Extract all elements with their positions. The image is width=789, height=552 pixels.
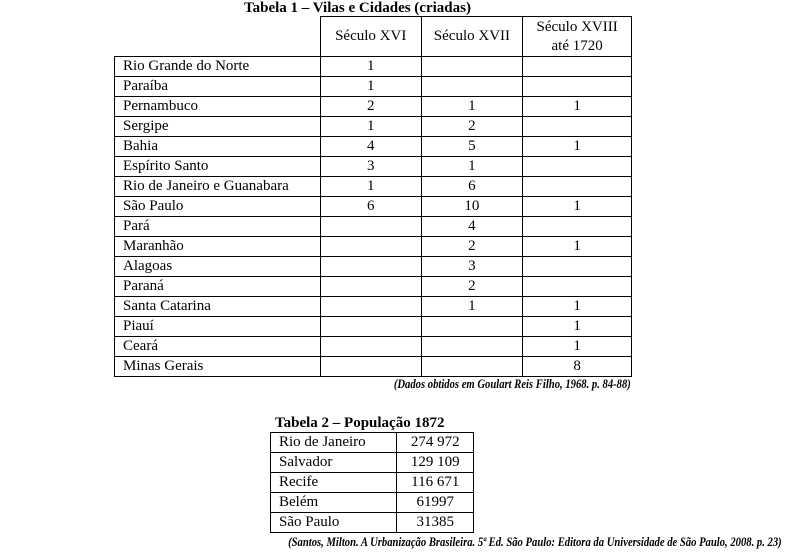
row-label: Rio de Janeiro e Guanabara [115, 177, 321, 197]
cell-value: 116 671 [397, 473, 474, 493]
table-row [115, 297, 632, 317]
row-label: Maranhão [115, 237, 321, 257]
table-row [271, 513, 474, 533]
cell-value: 2 [421, 117, 523, 137]
row-label: Bahia [115, 137, 321, 157]
table-row [271, 493, 474, 513]
row-label: Minas Gerais [115, 357, 321, 377]
header-seculo-xvi: Século XVI [320, 17, 421, 57]
table-row [115, 197, 632, 217]
cell-value: 1 [523, 197, 632, 217]
cell-value: 5 [421, 137, 523, 157]
table-row [271, 473, 474, 493]
cell-value: 3 [320, 157, 421, 177]
cell-value: 1 [523, 297, 632, 317]
cell-value: 4 [320, 137, 421, 157]
cell-value [320, 357, 421, 377]
header-seculo-xvii: Século XVII [421, 17, 523, 57]
table1-villages-cities [114, 16, 632, 377]
cell-value: 6 [421, 177, 523, 197]
cell-value: 8 [523, 357, 632, 377]
cell-value: 1 [523, 137, 632, 157]
cell-value: 1 [320, 77, 421, 97]
cell-value [421, 357, 523, 377]
row-label: Sergipe [115, 117, 321, 137]
cell-value: 4 [421, 217, 523, 237]
cell-value: 3 [421, 257, 523, 277]
cell-value [320, 297, 421, 317]
cell-value [320, 257, 421, 277]
row-label: Salvador [271, 453, 397, 473]
table-row [115, 357, 632, 377]
cell-value [320, 277, 421, 297]
table-row [115, 157, 632, 177]
cell-value: 10 [421, 197, 523, 217]
cell-value [320, 337, 421, 357]
table-row [115, 277, 632, 297]
cell-value: 1 [421, 97, 523, 117]
table-row [115, 57, 632, 77]
cell-value [523, 57, 632, 77]
table-row [271, 433, 474, 453]
cell-value: 6 [320, 197, 421, 217]
cell-value: 2 [421, 277, 523, 297]
table2-title: Tabela 2 – População 1872 [275, 415, 445, 431]
table-row [115, 177, 632, 197]
cell-value [523, 157, 632, 177]
cell-value: 2 [421, 237, 523, 257]
cell-value [421, 57, 523, 77]
row-label: Piauí [115, 317, 321, 337]
table1-caption: (Dados obtidos em Goulart Reis Filho, 1968. p. 84-88) [393, 377, 631, 391]
cell-value: 1 [523, 237, 632, 257]
cell-value: 1 [320, 117, 421, 137]
row-label: Santa Catarina [115, 297, 321, 317]
row-label: Ceará [115, 337, 321, 357]
row-label: Paraíba [115, 77, 321, 97]
table-row [115, 217, 632, 237]
cell-value: 1 [421, 297, 523, 317]
row-label: Rio Grande do Norte [115, 57, 321, 77]
table-row [271, 453, 474, 473]
table-row [115, 137, 632, 157]
row-label: São Paulo [115, 197, 321, 217]
cell-value [320, 237, 421, 257]
cell-value: 1 [320, 57, 421, 77]
cell-value: 129 109 [397, 453, 474, 473]
table-row [115, 337, 632, 357]
row-label: Belém [271, 493, 397, 513]
cell-value [523, 217, 632, 237]
cell-value [523, 257, 632, 277]
table-row [115, 117, 632, 137]
cell-value: 274 972 [397, 433, 474, 453]
header-seculo-xviii: Século XVIII até 1720 [523, 17, 632, 57]
cell-value: 1 [421, 157, 523, 177]
table2-population-1872 [270, 432, 474, 533]
table-row [115, 77, 632, 97]
cell-value [421, 317, 523, 337]
cell-value [523, 117, 632, 137]
table1-title: Tabela 1 – Vilas e Cidades (criadas) [244, 0, 471, 16]
cell-value [421, 337, 523, 357]
row-label: São Paulo [271, 513, 397, 533]
cell-value: 61997 [397, 493, 474, 513]
row-label: Rio de Janeiro [271, 433, 397, 453]
cell-value [320, 317, 421, 337]
cell-value [523, 77, 632, 97]
row-label: Espírito Santo [115, 157, 321, 177]
row-label: Alagoas [115, 257, 321, 277]
table-row [115, 237, 632, 257]
table-row [115, 257, 632, 277]
cell-value [523, 177, 632, 197]
row-label: Recife [271, 473, 397, 493]
cell-value [421, 77, 523, 97]
cell-value: 2 [320, 97, 421, 117]
cell-value: 1 [523, 317, 632, 337]
cell-value: 1 [523, 337, 632, 357]
cell-value [523, 277, 632, 297]
table-row [115, 317, 632, 337]
table2-caption: (Santos, Milton. A Urbanização Brasileira. 5ª Ed. São Paulo: Editora da Universidade de São Paulo, 2008. p. 23) [288, 535, 782, 549]
cell-value [320, 217, 421, 237]
row-label: Paraná [115, 277, 321, 297]
row-label: Pernambuco [115, 97, 321, 117]
cell-value: 31385 [397, 513, 474, 533]
table-row [115, 97, 632, 117]
cell-value: 1 [320, 177, 421, 197]
row-label: Pará [115, 217, 321, 237]
header-empty [115, 17, 321, 57]
cell-value: 1 [523, 97, 632, 117]
